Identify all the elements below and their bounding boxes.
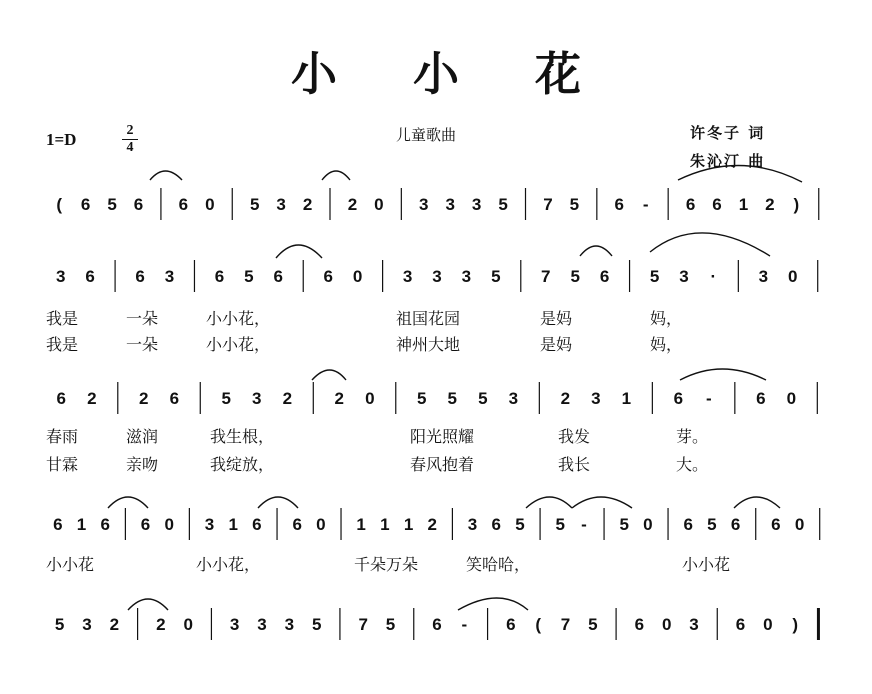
lyric-word: 妈， [650, 309, 683, 328]
note: 6 [169, 389, 180, 408]
note: 0 [183, 615, 193, 634]
note: 6 [432, 615, 442, 634]
slurs [108, 165, 805, 610]
note: 3 [276, 195, 286, 214]
note: 6 [252, 515, 262, 534]
lyrics-verse1-b [46, 427, 708, 446]
lyric-word: 笑哈哈， [466, 555, 531, 574]
note: 3 [229, 615, 240, 634]
note: 7 [543, 195, 553, 214]
lyric-word: 春风抱着 [410, 455, 475, 474]
note: 3 [758, 267, 769, 286]
lyrics-refrain [46, 555, 730, 574]
note: 7 [358, 615, 368, 634]
note: 5 [221, 389, 231, 408]
lyric-word: 亲吻 [126, 455, 159, 474]
note: 7 [541, 267, 551, 286]
note: 6 [214, 267, 225, 286]
note: 5 [447, 389, 458, 408]
note: 5 [54, 615, 65, 634]
note: 0 [763, 615, 773, 634]
note: 6 [771, 515, 781, 534]
lyric-word: 甘霖 [46, 455, 79, 474]
lyric-word: 祖国花园 [396, 309, 461, 328]
song-title: 小 小 花 [290, 47, 612, 101]
slur [108, 497, 148, 508]
note: 1 [76, 515, 87, 534]
note: 0 [794, 515, 805, 534]
note: 2 [334, 389, 344, 408]
note: 3 [679, 267, 689, 286]
note: 6 [140, 515, 151, 534]
note: 5 [249, 195, 260, 214]
slur [150, 171, 182, 180]
note: 3 [689, 615, 699, 634]
lyric-word: 大。 [676, 455, 709, 474]
lyric-word: 我发 [558, 427, 591, 446]
lyricist-credit: 许冬子 词 [690, 124, 766, 142]
note: 0 [365, 389, 375, 408]
note: 1 [228, 515, 238, 534]
note: 2 [765, 195, 775, 214]
note: 3 [257, 615, 267, 634]
note: 5 [498, 195, 508, 214]
note: 5 [570, 267, 580, 286]
slur [580, 246, 612, 256]
lyrics-verse2-a [46, 335, 682, 354]
slur [572, 497, 632, 508]
note: 5 [311, 615, 322, 634]
note: 3 [164, 267, 175, 286]
note: 5 [478, 389, 488, 408]
slur [680, 369, 766, 380]
note: 6 [730, 515, 741, 534]
lyric-word: 一朵 [126, 309, 159, 328]
note: 5 [569, 195, 580, 214]
note: 5 [707, 515, 717, 534]
note: ) [793, 195, 800, 214]
note: 5 [244, 267, 254, 286]
note: 5 [385, 615, 396, 634]
lyric-word: 我绽放， [210, 455, 275, 474]
lyric-word: 小小花， [206, 309, 271, 328]
lyric-word: 小小花 [682, 555, 731, 574]
note: 6 [53, 515, 63, 534]
note: 3 [252, 389, 262, 408]
note: 0 [205, 195, 215, 214]
note: 1 [356, 515, 366, 534]
note: 2 [347, 195, 358, 214]
lyric-word: 春雨 [46, 427, 79, 446]
note: 6 [673, 389, 684, 408]
lyric-word: 我是 [46, 335, 79, 354]
note: 3 [591, 389, 601, 408]
note: 5 [107, 195, 117, 214]
key-signature: 1=D [46, 130, 77, 149]
slur [650, 233, 770, 256]
composer-credit: 朱沁汀 曲 [690, 152, 766, 170]
lyric-word: 小小花 [46, 555, 95, 574]
note: 0 [164, 515, 174, 534]
time-signature-bottom: 4 [126, 140, 134, 155]
note: 5 [555, 515, 565, 534]
note: 6 [599, 267, 610, 286]
note: 0 [374, 195, 384, 214]
note: 6 [491, 515, 501, 534]
note: · [710, 267, 717, 286]
slur [312, 370, 346, 380]
slur [678, 165, 802, 182]
note: 2 [139, 389, 149, 408]
note: - [642, 195, 649, 214]
note: - [461, 615, 468, 634]
note: 3 [445, 195, 455, 214]
note: 5 [619, 515, 629, 534]
note: 1 [621, 389, 632, 408]
note: 3 [471, 195, 482, 214]
song-genre: 儿童歌曲 [396, 126, 457, 144]
note: 6 [56, 389, 67, 408]
note: 3 [204, 515, 215, 534]
note: 6 [756, 389, 766, 408]
note: 0 [787, 267, 798, 286]
note: 6 [323, 267, 333, 286]
note: 3 [419, 195, 429, 214]
time-signature-top: 2 [126, 123, 134, 138]
lyric-word: 是妈 [540, 309, 573, 328]
note: 3 [82, 615, 92, 634]
note: 3 [55, 267, 66, 286]
note: 6 [178, 195, 189, 214]
note: 6 [273, 267, 283, 286]
note: 2 [282, 389, 293, 408]
note: 5 [416, 389, 427, 408]
lyric-word: 阳光照耀 [410, 427, 475, 446]
note: 0 [316, 515, 326, 534]
slur [458, 598, 528, 610]
lyric-word: 妈， [650, 335, 683, 354]
note: 3 [432, 267, 442, 286]
lyric-word: 我生根， [210, 427, 275, 446]
note: 2 [427, 515, 437, 534]
note: ( [56, 195, 63, 214]
note: 5 [515, 515, 525, 534]
note: 0 [643, 515, 653, 534]
note: 3 [284, 615, 295, 634]
lyric-word: 是妈 [540, 335, 573, 354]
lyric-word: 千朵万朵 [354, 555, 419, 574]
note: 5 [491, 267, 501, 286]
note: - [706, 389, 712, 408]
lyrics-verse2-b [46, 455, 708, 474]
note: 2 [109, 615, 120, 634]
lyric-word: 神州大地 [396, 335, 461, 354]
note: 6 [685, 195, 696, 214]
note: 6 [735, 615, 746, 634]
note: 5 [649, 267, 660, 286]
note: 3 [461, 267, 472, 286]
note: 2 [302, 195, 313, 214]
note: 6 [634, 615, 645, 634]
lyric-word: 我是 [46, 309, 79, 328]
note: 2 [156, 615, 166, 634]
lyric-word: 芽。 [676, 427, 709, 446]
note: ) [792, 615, 799, 634]
note: 5 [588, 615, 598, 634]
note: 6 [85, 267, 95, 286]
lyrics-verse1-a [46, 309, 682, 328]
note: 1 [380, 515, 390, 534]
lyric-word: 滋润 [126, 427, 159, 446]
note: 6 [712, 195, 722, 214]
slur [276, 245, 322, 258]
note: 7 [560, 615, 571, 634]
note: 0 [786, 389, 797, 408]
note: 3 [467, 515, 478, 534]
lyric-word: 一朵 [126, 335, 159, 354]
lyric-word: 小小花， [206, 335, 271, 354]
note: 6 [614, 195, 625, 214]
slur [734, 497, 780, 508]
note: 6 [80, 195, 91, 214]
note: 0 [352, 267, 363, 286]
note: 1 [403, 515, 414, 534]
note: - [581, 515, 587, 534]
slur [526, 497, 572, 508]
note: 2 [87, 389, 97, 408]
note: 6 [683, 515, 693, 534]
slur [322, 171, 350, 180]
note: 3 [508, 389, 519, 408]
note: 3 [402, 267, 413, 286]
note: 6 [100, 515, 110, 534]
note: 0 [661, 615, 672, 634]
note: 6 [292, 515, 302, 534]
slur [128, 599, 168, 610]
note: 2 [560, 389, 571, 408]
note: ( [535, 615, 542, 634]
note: 6 [506, 615, 516, 634]
lyric-word: 小小花， [196, 555, 261, 574]
lyric-word: 我长 [558, 455, 591, 474]
note: 1 [738, 195, 749, 214]
slur [258, 497, 298, 508]
note: 6 [135, 267, 145, 286]
note: 6 [133, 195, 144, 214]
